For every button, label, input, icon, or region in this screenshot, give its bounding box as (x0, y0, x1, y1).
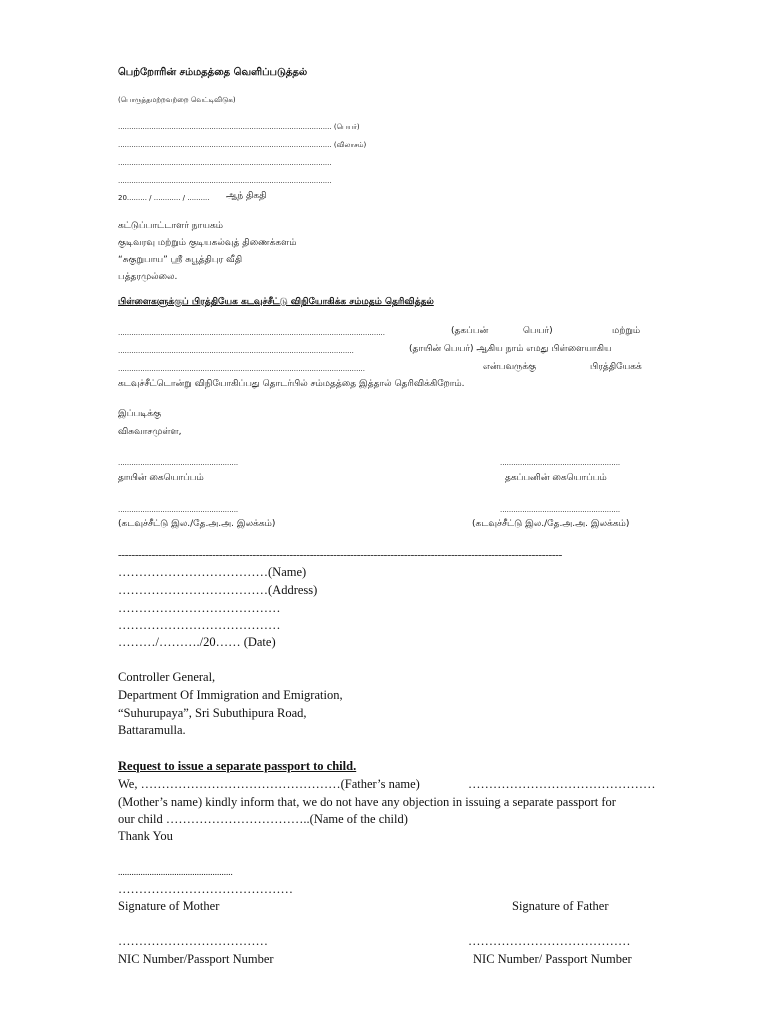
english-closing: Thank You (118, 829, 173, 843)
tamil-body-text: (தாயின் பெயர்) ஆகிய நாம் எமது பிள்ளையாகிய (409, 344, 612, 354)
tamil-address-line: ................................................................................................ (விலாசம்) (118, 141, 367, 149)
tamil-nic-label: (கடவுச்சீட்டு இல./தே.அ.அ. இலக்கம்) (118, 519, 276, 529)
tamil-closing: இப்படிக்கு (118, 409, 162, 419)
tamil-body-word: பெயர்) (523, 326, 553, 336)
tamil-body-dots: ............................................................................................................... (118, 365, 365, 373)
english-subject: Request to issue a separate passport to child. (118, 759, 357, 773)
tamil-blank-line: ................................................................................................ (118, 177, 332, 185)
tamil-body-word: (தகப்பன் (451, 326, 489, 336)
tamil-subject: பிள்ளைகளுக்குப் பிரத்தியேக கடவுச்சீட்டு விநியோகிக்க சம்மதம் தெரிவித்தல் (118, 297, 434, 307)
tamil-body-word: என்பவருக்கு (483, 362, 537, 372)
tamil-closing: விசுவாசமுள்ள, (118, 427, 182, 437)
english-address-line: ………………………………(Address) (118, 583, 318, 597)
english-recipient-line: “Suhurupaya”, Sri Subuthipura Road, (118, 706, 307, 720)
english-name-line: ………………………………(Name) (118, 565, 307, 579)
tamil-name-line: ................................................................................................ (பெயர்) (118, 123, 360, 131)
tamil-body-word: மற்றும் (612, 326, 641, 336)
english-recipient-line: Battaramulla. (118, 723, 186, 737)
english-blank-line: ………………………………… (118, 618, 281, 632)
tamil-recipient-line: “சுகுறுபாய” ஸ்ரீ சுபூத்திபுர வீதி (118, 255, 243, 265)
tamil-nic-label: (கடவுச்சீட்டு இல./தே.அ.அ. இலக்கம்) (472, 519, 630, 529)
tamil-signature-dots: ...................................................... (118, 459, 239, 467)
tamil-date-line: 20......... / ............ / .......... (118, 194, 210, 202)
english-nic-dots: ……………………………… (118, 934, 268, 948)
tamil-body-dots: .......................................................................................................... (118, 347, 354, 355)
english-signature-dots: …………………………………… (118, 882, 293, 896)
tamil-nic-dots: ...................................................... (500, 506, 621, 514)
english-body-line: our child ……………………………..(Name of the child) (118, 812, 408, 826)
tamil-recipient-line: குடிவரவு மற்றும் குடியகல்வுத் திணைக்களம் (118, 238, 297, 248)
tamil-signature-dots: ...................................................... (500, 459, 621, 467)
english-date-line: ………/………./20…… (Date) (118, 635, 276, 649)
english-body-line: We, …………………………………………(Father’s name) (118, 777, 420, 791)
tamil-mother-signature-label: தாயின் கையொப்பம் (118, 473, 204, 483)
tamil-recipient-line: பத்தரமுல்லை. (118, 272, 178, 282)
tamil-blank-line: ................................................................................................ (118, 159, 332, 167)
english-signature-dots: ................................................... (118, 867, 233, 877)
english-recipient-line: Department Of Immigration and Emigration, (118, 688, 343, 702)
english-mother-signature-label: Signature of Mother (118, 899, 220, 913)
tamil-body-text: கடவுச்சீட்டொன்று விநியோகிப்பது தொடர்பில் சம்மதத்தை இத்தால் தெரிவிக்கிறோம். (118, 379, 465, 389)
tamil-date-label: ஆந் திகதி (226, 191, 267, 201)
english-nic-label: NIC Number/ Passport Number (473, 952, 632, 966)
english-father-signature-label: Signature of Father (512, 899, 609, 913)
section-separator: ------------------------------------------------------------------------------------------------------------------------------------ (118, 549, 562, 561)
tamil-recipient-line: கட்டுப்பாட்டாளர் நாயகம் (118, 221, 223, 231)
tamil-title: பெற்றோரின் சம்மதத்தை வெளிப்படுத்தல் (118, 67, 308, 78)
tamil-body-word: பிரத்தியேகக் (590, 362, 642, 372)
english-body-line: ……………………………………… (468, 777, 656, 791)
english-blank-line: ………………………………… (118, 601, 281, 615)
english-body-line: (Mother’s name) kindly inform that, we do not have any objection in issuing a separate passport for (118, 795, 616, 809)
tamil-body-dots: ........................................................................................................................ (118, 329, 386, 337)
tamil-instruction: (பொருத்தமற்றவற்றை வெட்டிவிடுக) (118, 96, 236, 104)
tamil-nic-dots: ...................................................... (118, 506, 239, 514)
english-recipient-line: Controller General, (118, 670, 216, 684)
english-nic-dots: ………………………………… (468, 934, 631, 948)
tamil-father-signature-label: தகப்பனின் கையொப்பம் (505, 473, 607, 483)
english-nic-label: NIC Number/Passport Number (118, 952, 274, 966)
